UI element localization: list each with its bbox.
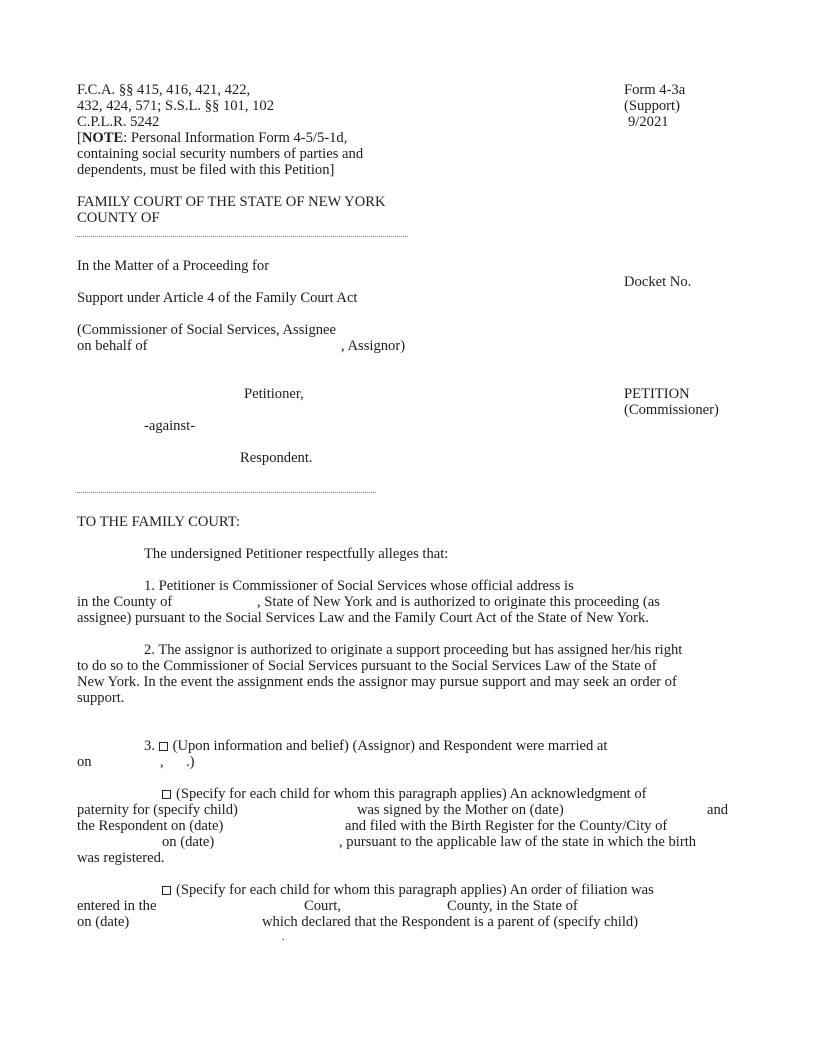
ack-mother-label: was signed by the Mother on (date) <box>357 802 564 818</box>
para3-comma: , <box>160 754 164 770</box>
ack-register-label: and filed with the Birth Register for the County/City of <box>345 818 668 834</box>
assignee-on-behalf: on behalf of <box>77 338 148 354</box>
note-line-2: containing social security numbers of parties and <box>77 146 364 162</box>
filiation-court-label: Court, <box>304 898 341 914</box>
para3-text: (Upon information and belief) (Assignor) and Respondent were married at <box>172 738 608 754</box>
form-date: 9/2021 <box>628 114 669 130</box>
para1-line1: 1. Petitioner is Commissioner of Social Services whose official address is <box>144 578 574 594</box>
marriage-checkbox[interactable] <box>159 742 168 751</box>
filiation-checkbox[interactable] <box>162 886 171 895</box>
filiation-date-label: on (date) <box>77 914 130 930</box>
matter-line-1: In the Matter of a Proceeding for <box>77 258 270 274</box>
para3-number: 3. <box>144 738 155 754</box>
acknowledgment-checkbox[interactable] <box>162 790 171 799</box>
para1-county-label: in the County of <box>77 594 173 610</box>
caption-divider-top <box>77 236 408 237</box>
note-line-1: [NOTE: Personal Information Form 4-5/5-1d, <box>77 130 348 146</box>
para2-line4: support. <box>77 690 125 706</box>
ack-law-label: , pursuant to the applicable law of the state in which the birth <box>339 834 697 850</box>
para3-close: .) <box>186 754 195 770</box>
matter-line-2: Support under Article 4 of the Family Court Act <box>77 290 358 306</box>
ack-line1 <box>162 786 647 802</box>
filiation-county-label: County, in the State of <box>447 898 578 914</box>
para1-line3: assignee) pursuant to the Social Services Law and the Family Court Act of the State of New York. <box>77 610 649 626</box>
filiation-declared-label: which declared that the Respondent is a parent of (specify child) <box>262 914 639 930</box>
ack-respondent-label: the Respondent on (date) <box>77 818 224 834</box>
para3-on: on <box>77 754 92 770</box>
form-number: Form 4-3a <box>624 82 686 98</box>
ack-date-label: on (date) <box>162 834 215 850</box>
filiation-period: . <box>282 932 285 943</box>
statute-line-1: F.C.A. §§ 415, 416, 421, 422, <box>77 82 251 98</box>
to-court: TO THE FAMILY COURT: <box>77 514 241 530</box>
assignor-label: , Assignor) <box>341 338 406 354</box>
docket-label: Docket No. <box>624 274 692 290</box>
filiation-line1 <box>162 882 654 898</box>
court-name: FAMILY COURT OF THE STATE OF NEW YORK <box>77 194 386 210</box>
para1-line2: , State of New York and is authorized to originate this proceeding (as <box>257 594 660 610</box>
respondent-label: Respondent. <box>240 450 313 466</box>
ack-text: (Specify for each child for whom this paragraph applies) An acknowledgment of <box>176 786 647 802</box>
statute-line-3: C.P.L.R. 5242 <box>77 114 160 130</box>
para2-line1: 2. The assignor is authorized to originate a support proceeding but has assigned her/his right <box>144 642 683 658</box>
ack-last-line: was registered. <box>77 850 165 866</box>
ack-and: and <box>707 802 729 818</box>
para2-line3: New York. In the event the assignment ends the assignor may pursue support and may seek an order of <box>77 674 677 690</box>
petition-subtitle: (Commissioner) <box>624 402 719 418</box>
note-text: : Personal Information Form 4-5/5-1d, <box>123 130 348 146</box>
filiation-entered-label: entered in the <box>77 898 157 914</box>
caption-divider-bottom <box>77 492 376 493</box>
intro-text: The undersigned Petitioner respectfully alleges that: <box>144 546 449 562</box>
para3-line1 <box>144 738 607 754</box>
ack-child-label: paternity for (specify child) <box>77 802 238 818</box>
form-type: (Support) <box>624 98 680 114</box>
filiation-text: (Specify for each child for whom this paragraph applies) An order of filiation was <box>176 882 654 898</box>
para2-line2: to do so to the Commissioner of Social Services pursuant to the Social Services Law of the State of <box>77 658 657 674</box>
against-label: -against- <box>144 418 196 434</box>
petition-title: PETITION <box>624 386 690 402</box>
note-line-3: dependents, must be filed with this Petition] <box>77 162 335 178</box>
note-label: NOTE <box>81 130 124 146</box>
assignee-line-1: (Commissioner of Social Services, Assignee <box>77 322 337 338</box>
county-label: COUNTY OF <box>77 210 160 226</box>
statute-line-2: 432, 424, 571; S.S.L. §§ 101, 102 <box>77 98 275 114</box>
petitioner-label: Petitioner, <box>244 386 304 402</box>
